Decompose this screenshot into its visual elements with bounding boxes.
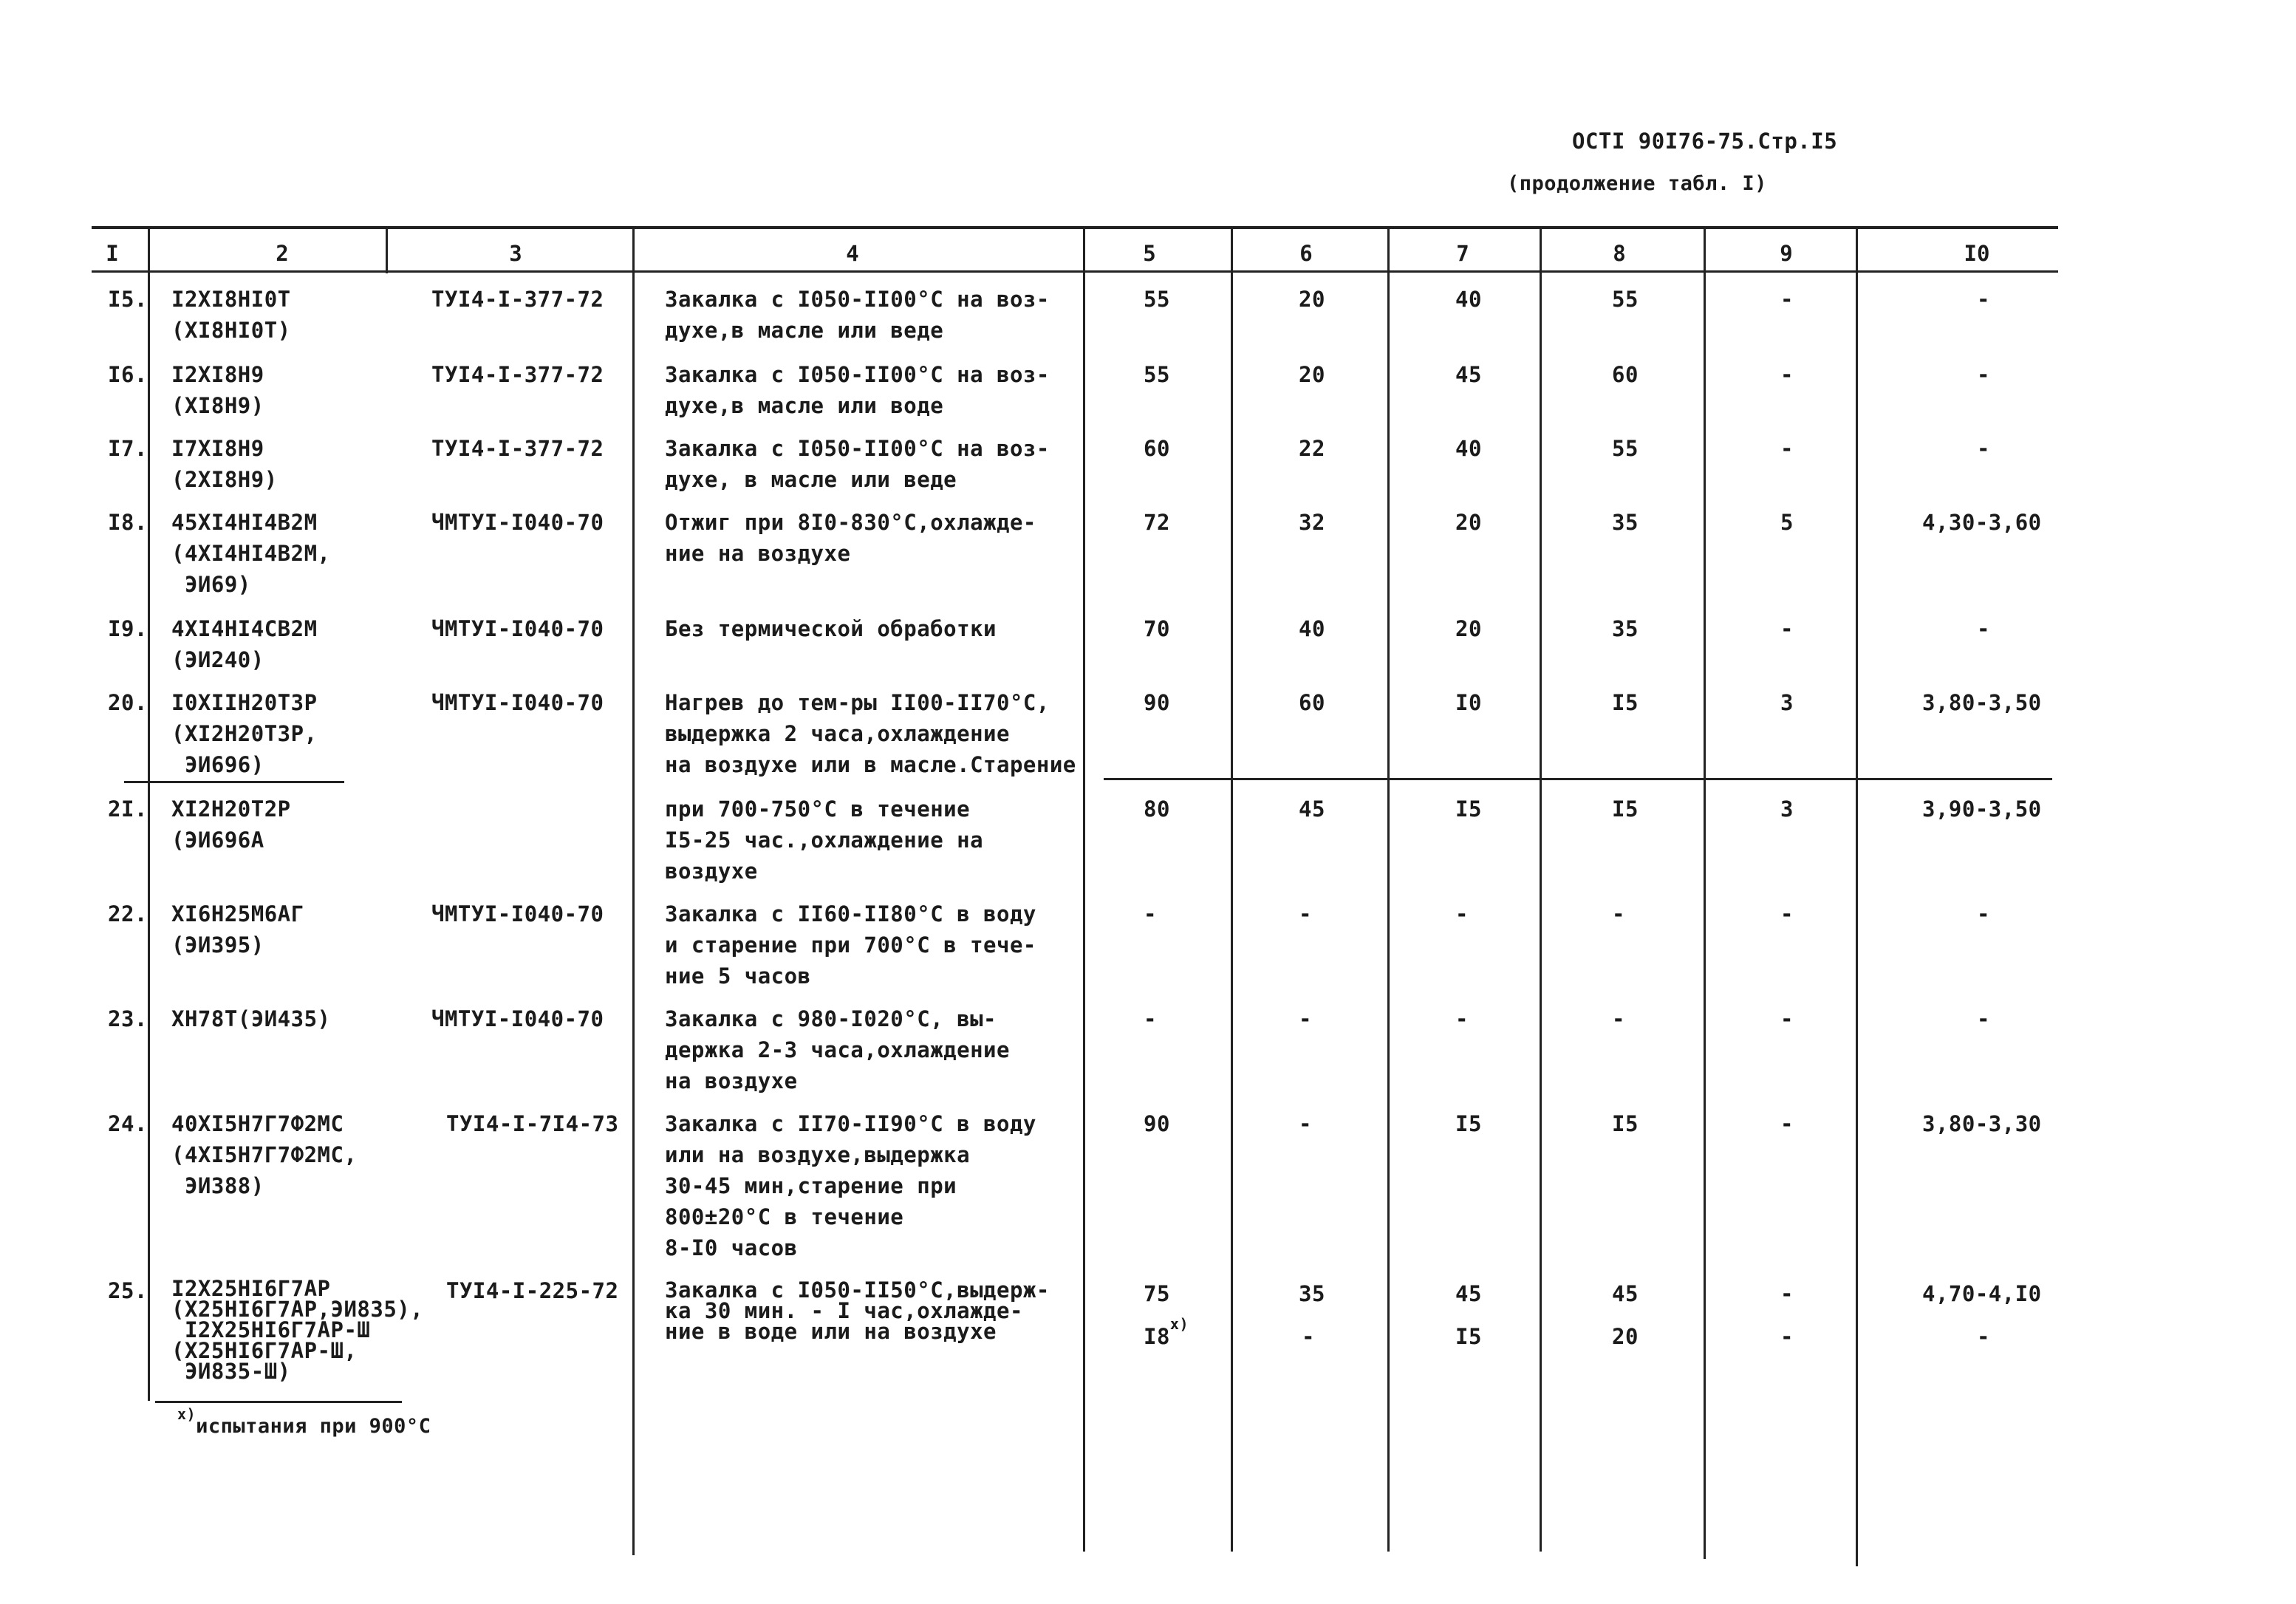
spec-code: ЧМТУI-I040-70 [431, 1006, 604, 1031]
col10-value: 3,90-3,50 [1922, 796, 2042, 822]
col7-value: - [1455, 901, 1469, 926]
col-header-10: I0 [1964, 241, 1990, 266]
col10-value: 3,80-3,50 [1922, 690, 2042, 715]
spec-code: ЧМТУI-I040-70 [431, 690, 604, 715]
heat-treatment: при 700-750°C в течение I5-25 час.,охлаждение на воздухе [665, 796, 984, 884]
col10-value: - [1977, 287, 1990, 312]
col8-value: 55 [1612, 436, 1639, 461]
col9-value: - [1780, 1006, 1794, 1031]
col6-value: 35 [1299, 1281, 1325, 1306]
col7-value: I5 [1455, 796, 1482, 822]
col-header-8: 8 [1613, 241, 1626, 266]
row-number: 24. [108, 1111, 148, 1136]
col-header-6: 6 [1299, 241, 1313, 266]
col6-value: 22 [1299, 436, 1325, 461]
col7-value: - [1455, 1006, 1469, 1031]
spec-code: ТУI4-I-377-72 [431, 287, 604, 312]
col6-value: - [1299, 1006, 1312, 1031]
col10-value: 3,80-3,30 [1922, 1111, 2042, 1136]
steel-grade: I0XIIH20T3P (XI2H20T3P, ЭИ696) [171, 690, 318, 777]
steel-grade: I7XI8H9 (2XI8H9) [171, 436, 278, 492]
col6-value-alt: - [1302, 1324, 1315, 1349]
col9-value: - [1780, 901, 1794, 926]
steel-grade: I2XI8HI0T (XI8HI0T) [171, 287, 291, 343]
col-header-9: 9 [1780, 241, 1793, 266]
footnote-mark: x) [177, 1405, 197, 1423]
steel-grade: 45XI4HI4B2M (4XI4HI4B2M, ЭИ69) [171, 510, 331, 597]
col-rule-1 [148, 229, 150, 1401]
steel-grade: 40XI5H7Г7Ф2MC (4XI5H7Г7Ф2MC, ЭИ388) [171, 1111, 358, 1198]
spec-code: ЧМТУI-I040-70 [431, 616, 604, 641]
steel-grade: XH78T(ЭИ435) [171, 1006, 331, 1031]
heat-treatment: Закалка с I050-II00°C на воз- духе,в масле или воде [665, 362, 1050, 418]
col-header-5: 5 [1143, 241, 1156, 266]
row-number: 25. [108, 1278, 148, 1303]
spec-code: ЧМТУI-I040-70 [431, 901, 604, 926]
col8-value: 35 [1612, 616, 1639, 641]
heat-treatment: Закалка с 980-I020°C, вы- держка 2-3 часа,охлаждение на воздухе [665, 1006, 1010, 1093]
col-rule-2 [386, 229, 388, 273]
row-number: 20. [108, 690, 148, 715]
row-number: 2I. [108, 796, 148, 822]
col8-value: 45 [1612, 1281, 1639, 1306]
col8-value: - [1612, 901, 1625, 926]
col8-value: 55 [1612, 287, 1639, 312]
col9-value: - [1780, 1111, 1794, 1136]
footnote-rule [155, 1401, 402, 1403]
col10-value: - [1977, 901, 1990, 926]
col-rule-3 [632, 229, 635, 1555]
spec-code: ТУI4-I-7I4-73 [446, 1111, 619, 1136]
row-number: 22. [108, 901, 148, 926]
col10-value: 4,70-4,I0 [1922, 1281, 2042, 1306]
col9-value: - [1780, 287, 1794, 312]
heat-treatment: Без термической обработки [665, 616, 997, 641]
col5-value: 75 [1144, 1281, 1170, 1306]
col-header-4: 4 [846, 241, 859, 266]
col7-value: 20 [1455, 510, 1482, 535]
col5-value: 80 [1144, 796, 1170, 822]
col-rule-8 [1704, 229, 1706, 1559]
col9-value: - [1780, 1281, 1794, 1306]
col6-value: 45 [1299, 796, 1325, 822]
row-number: I9. [108, 616, 148, 641]
row-number: I6. [108, 362, 148, 387]
col5-value-alt: I8$^{x)}$ [1144, 1315, 1189, 1349]
col8-value: - [1612, 1006, 1625, 1031]
col-rule-9 [1856, 229, 1858, 1566]
col8-value: I5 [1612, 796, 1639, 822]
col-header-2: 2 [276, 241, 289, 266]
heat-treatment: Закалка с I050-II50°C,выдерж- ка 30 мин. - I час,охлажде- ние в воде или на воздухе [665, 1277, 1050, 1344]
heat-treatment: Нагрев до тем-ры II00-II70°C, выдержка 2 часа,охлаждение на воздухе или в масле.Старение [665, 690, 1076, 777]
col6-value: - [1299, 901, 1312, 926]
document-code: ОСТI 90I76-75.Стр.I5 [1572, 129, 1838, 154]
col7-value: 45 [1455, 1281, 1482, 1306]
col5-value: - [1144, 901, 1157, 926]
col-rule-7 [1540, 229, 1542, 1552]
spec-code: ЧМТУI-I040-70 [431, 510, 604, 535]
row-number: 23. [108, 1006, 148, 1031]
footnote: $^{x)}$испытания при 900°C [177, 1405, 431, 1438]
spec-code: ТУI4-I-377-72 [431, 436, 604, 461]
table-continuation-note: (продолжение табл. I) [1507, 172, 1767, 195]
col6-value: 60 [1299, 690, 1325, 715]
col-rule-5 [1231, 229, 1233, 1552]
spec-code: ТУI4-I-225-72 [446, 1278, 619, 1303]
col-header-7: 7 [1456, 241, 1469, 266]
steel-grade: XI2H20T2P (ЭИ696А [171, 796, 291, 853]
col9-value: - [1780, 362, 1794, 387]
col10-value-alt: - [1977, 1324, 1990, 1349]
row-number: I7. [108, 436, 148, 461]
col9-value: 3 [1780, 690, 1794, 715]
col-rule-6 [1387, 229, 1390, 1552]
col8-value: 60 [1612, 362, 1639, 387]
col9-value-alt: - [1780, 1324, 1794, 1349]
col9-value: - [1780, 436, 1794, 461]
col9-value: 5 [1780, 510, 1794, 535]
col7-value: I5 [1455, 1111, 1482, 1136]
row-separator-right [1104, 778, 2052, 780]
row-number: I8. [108, 510, 148, 535]
col6-value: - [1299, 1111, 1312, 1136]
col10-value: - [1977, 436, 1990, 461]
heat-treatment: Отжиг при 8I0-830°C,охлажде- ние на воздухе [665, 510, 1036, 566]
steel-grade: 4XI4HI4CB2M (ЭИ240) [171, 616, 318, 672]
col7-value: 45 [1455, 362, 1482, 387]
col7-value: 40 [1455, 436, 1482, 461]
col9-value: - [1780, 616, 1794, 641]
col8-value-alt: 20 [1612, 1324, 1639, 1349]
heat-treatment: Закалка с I050-II00°C на воз- духе,в масле или веде [665, 287, 1050, 343]
col8-value: 35 [1612, 510, 1639, 535]
col5-value: 55 [1144, 362, 1170, 387]
col5-value: 60 [1144, 436, 1170, 461]
col5-value: 90 [1144, 1111, 1170, 1136]
col7-value-alt: I5 [1455, 1324, 1482, 1349]
spec-code: ТУI4-I-377-72 [431, 362, 604, 387]
steel-grade: I2X25HI6Г7AP (X25HI6Г7AP,ЭИ835), I2X25HI6Г7AP-Ш (X25HI6Г7AP-Ш, ЭИ835-Ш) [171, 1276, 424, 1384]
heat-treatment: Закалка с I050-II00°C на воз- духе, в масле или веде [665, 436, 1050, 492]
row-number: I5. [108, 287, 148, 312]
col6-value: 40 [1299, 616, 1325, 641]
heat-treatment: Закалка с II70-II90°C в воду или на воздухе,выдержка 30-45 мин,старение при 800±20°C в течение 8-I0 часов [665, 1111, 1036, 1260]
row-separator-left [124, 781, 344, 783]
col-header-3: 3 [509, 241, 522, 266]
col6-value: 32 [1299, 510, 1325, 535]
col10-value: - [1977, 616, 1990, 641]
col6-value: 20 [1299, 287, 1325, 312]
col7-value: 20 [1455, 616, 1482, 641]
col5-value: 72 [1144, 510, 1170, 535]
col7-value: 40 [1455, 287, 1482, 312]
col9-value: 3 [1780, 796, 1794, 822]
col8-value: I5 [1612, 690, 1639, 715]
col-rule-4 [1083, 229, 1085, 1552]
col7-value: I0 [1455, 690, 1482, 715]
heat-treatment: Закалка с II60-II80°C в воду и старение при 700°C в тече- ние 5 часов [665, 901, 1036, 989]
steel-grade: XI6H25M6AГ (ЭИ395) [171, 901, 304, 958]
col8-value: I5 [1612, 1111, 1639, 1136]
col5-value: 90 [1144, 690, 1170, 715]
footnote-marker: x) [1169, 1315, 1189, 1333]
steel-grade: I2XI8H9 (XI8H9) [171, 362, 264, 418]
col5-value: - [1144, 1006, 1157, 1031]
col10-value: 4,30-3,60 [1922, 510, 2042, 535]
col5-value: 55 [1144, 287, 1170, 312]
col-header-1: I [106, 241, 119, 266]
col6-value: 20 [1299, 362, 1325, 387]
col10-value: - [1977, 362, 1990, 387]
col10-value: - [1977, 1006, 1990, 1031]
col5-value: 70 [1144, 616, 1170, 641]
